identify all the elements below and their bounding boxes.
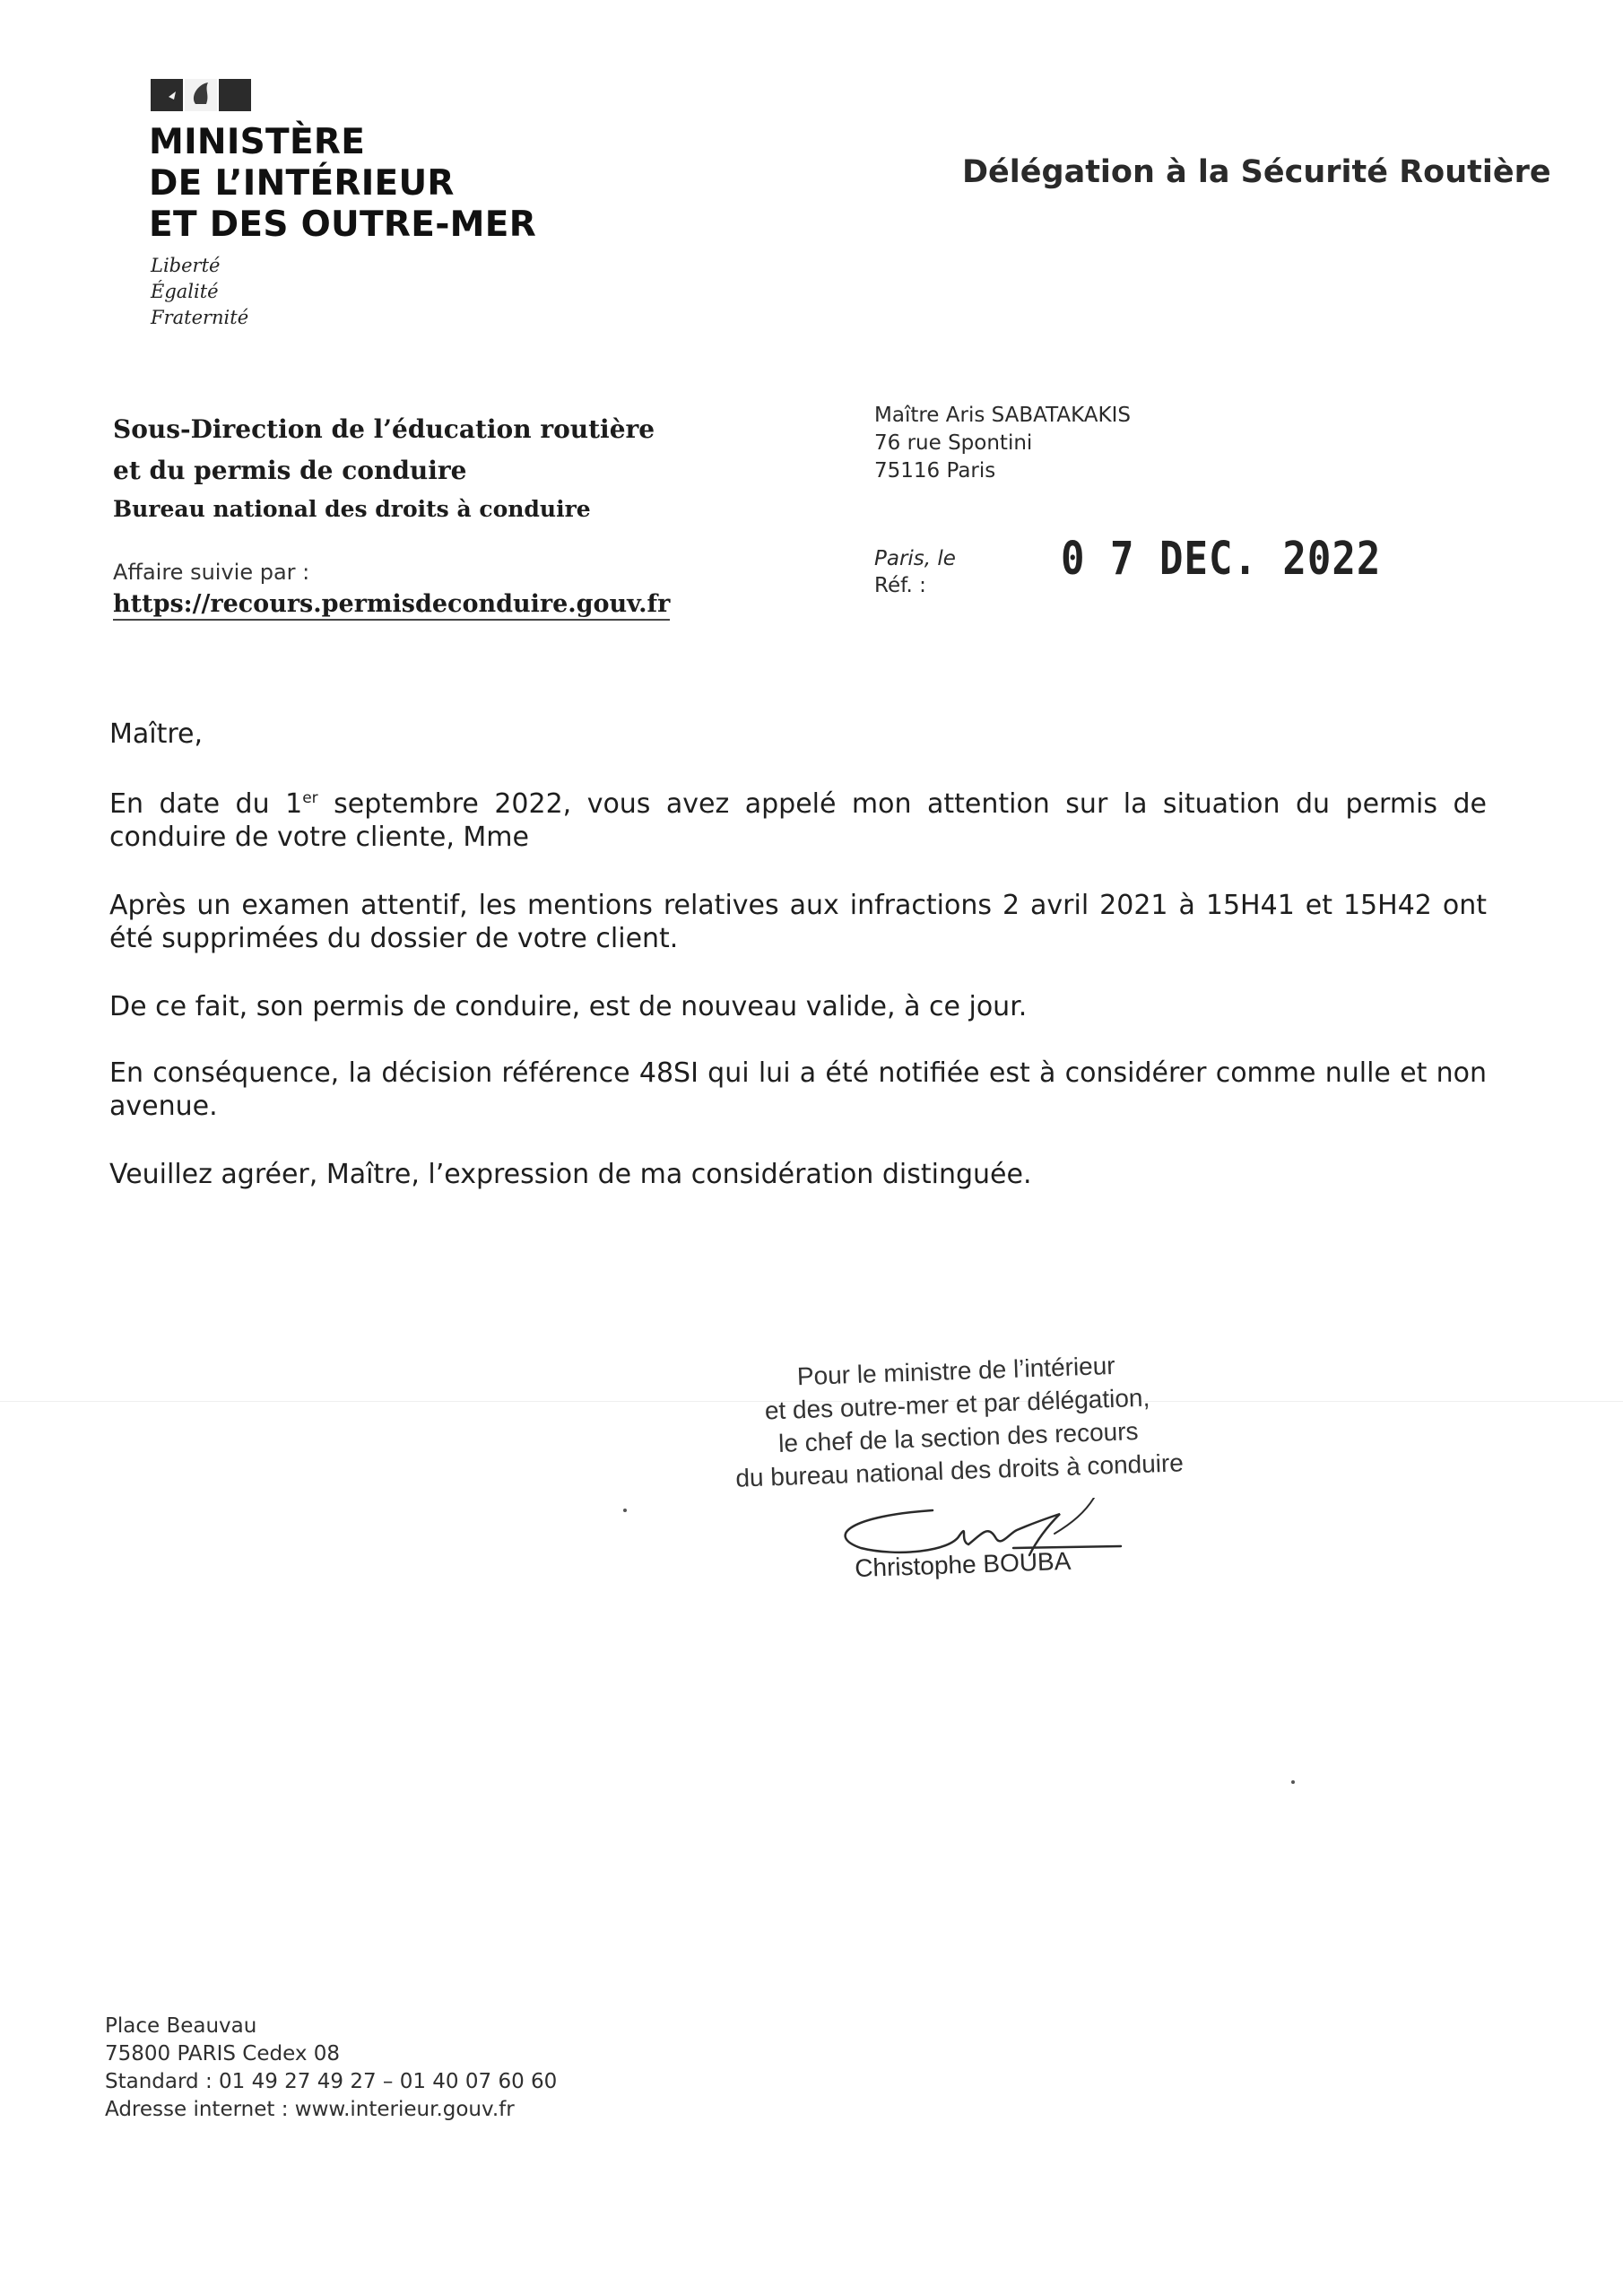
date-stamp: 0 7 DEC. 2022: [1061, 533, 1382, 586]
scan-speck: [623, 1509, 627, 1512]
scan-speck: [1291, 1780, 1295, 1784]
paragraph-1-start: En date du 1: [109, 788, 303, 820]
footer-line-3: Standard : 01 49 27 49 27 – 01 40 07 60 60: [105, 2070, 558, 2093]
recipient-name: Maître Aris SABATAKAKIS: [874, 404, 1131, 427]
paragraph-2: Après un examen attentif, les mentions relatives aux infractions 2 avril 2021 à 15H41 et 15H42 ont été supprimées du dossier de votre client.: [109, 890, 1487, 954]
ref-label: Réf. :: [874, 574, 926, 597]
signature-line-3: le chef de la section des recours: [777, 1417, 1140, 1458]
footer-line-2: 75800 PARIS Cedex 08: [105, 2042, 341, 2066]
ministry-title: [149, 122, 536, 246]
paragraph-4: En conséquence, la décision référence 48SI qui lui a été notifiée est à considérer comme nulle et non avenue.: [109, 1057, 1487, 1122]
ministry-line-1: MINISTÈRE: [149, 122, 366, 162]
signatory-name: Christophe BOUBA: [854, 1546, 1072, 1583]
service-line-3: Bureau national des droits à conduire: [113, 496, 591, 522]
ministry-line-3: ET DES OUTRE-MER: [149, 204, 537, 245]
handwritten-signature-icon: [825, 1498, 1130, 1587]
paragraph-1: [109, 787, 1487, 854]
delegation-title: Délégation à la Sécurité Routière: [962, 154, 1551, 190]
footer-line-1: Place Beauvau: [105, 2014, 257, 2038]
affaire-link[interactable]: https://recours.permisdeconduire.gouv.fr: [113, 590, 670, 621]
paragraph-1-sup: er: [302, 789, 318, 807]
footer-line-4: Adresse internet : www.interieur.gouv.fr: [105, 2098, 515, 2121]
motto-egalite: Égalité: [151, 281, 219, 302]
motto-fraternite: Fraternité: [151, 307, 249, 328]
salutation: Maître,: [109, 718, 204, 750]
service-line-1: Sous-Direction de l’éducation routière: [113, 414, 655, 444]
recipient-street: 76 rue Spontini: [874, 431, 1033, 455]
signature-line-4: du bureau national des droits à conduire: [734, 1448, 1185, 1492]
dateline: [874, 545, 956, 599]
motto-liberte: Liberté: [151, 255, 221, 276]
recipient-city: 75116 Paris: [874, 459, 996, 483]
paragraph-5: Veuillez agréer, Maître, l’expression de ma considération distinguée.: [109, 1159, 1032, 1190]
paragraph-1-end: septembre 2022, vous avez appelé mon attention sur la situation du permis de conduire de votre cliente, Mme: [109, 788, 1487, 853]
marianne-logo-icon: [151, 77, 251, 113]
service-line-2: et du permis de conduire: [113, 456, 467, 485]
affaire-label: Affaire suivie par :: [113, 560, 310, 585]
paragraph-3: De ce fait, son permis de conduire, est de nouveau valide, à ce jour.: [109, 991, 1028, 1022]
footer-address: [105, 2013, 557, 2124]
service-block: [113, 409, 655, 527]
signature-line-2: et des outre-mer et par délégation,: [764, 1383, 1150, 1425]
signature-line-1: Pour le ministre de l’intérieur: [796, 1351, 1116, 1391]
place-label: Paris, le: [874, 547, 956, 570]
recipient-address: [874, 402, 1131, 485]
ministry-line-2: DE L’INTÉRIEUR: [149, 163, 455, 204]
republic-motto: [151, 253, 248, 331]
